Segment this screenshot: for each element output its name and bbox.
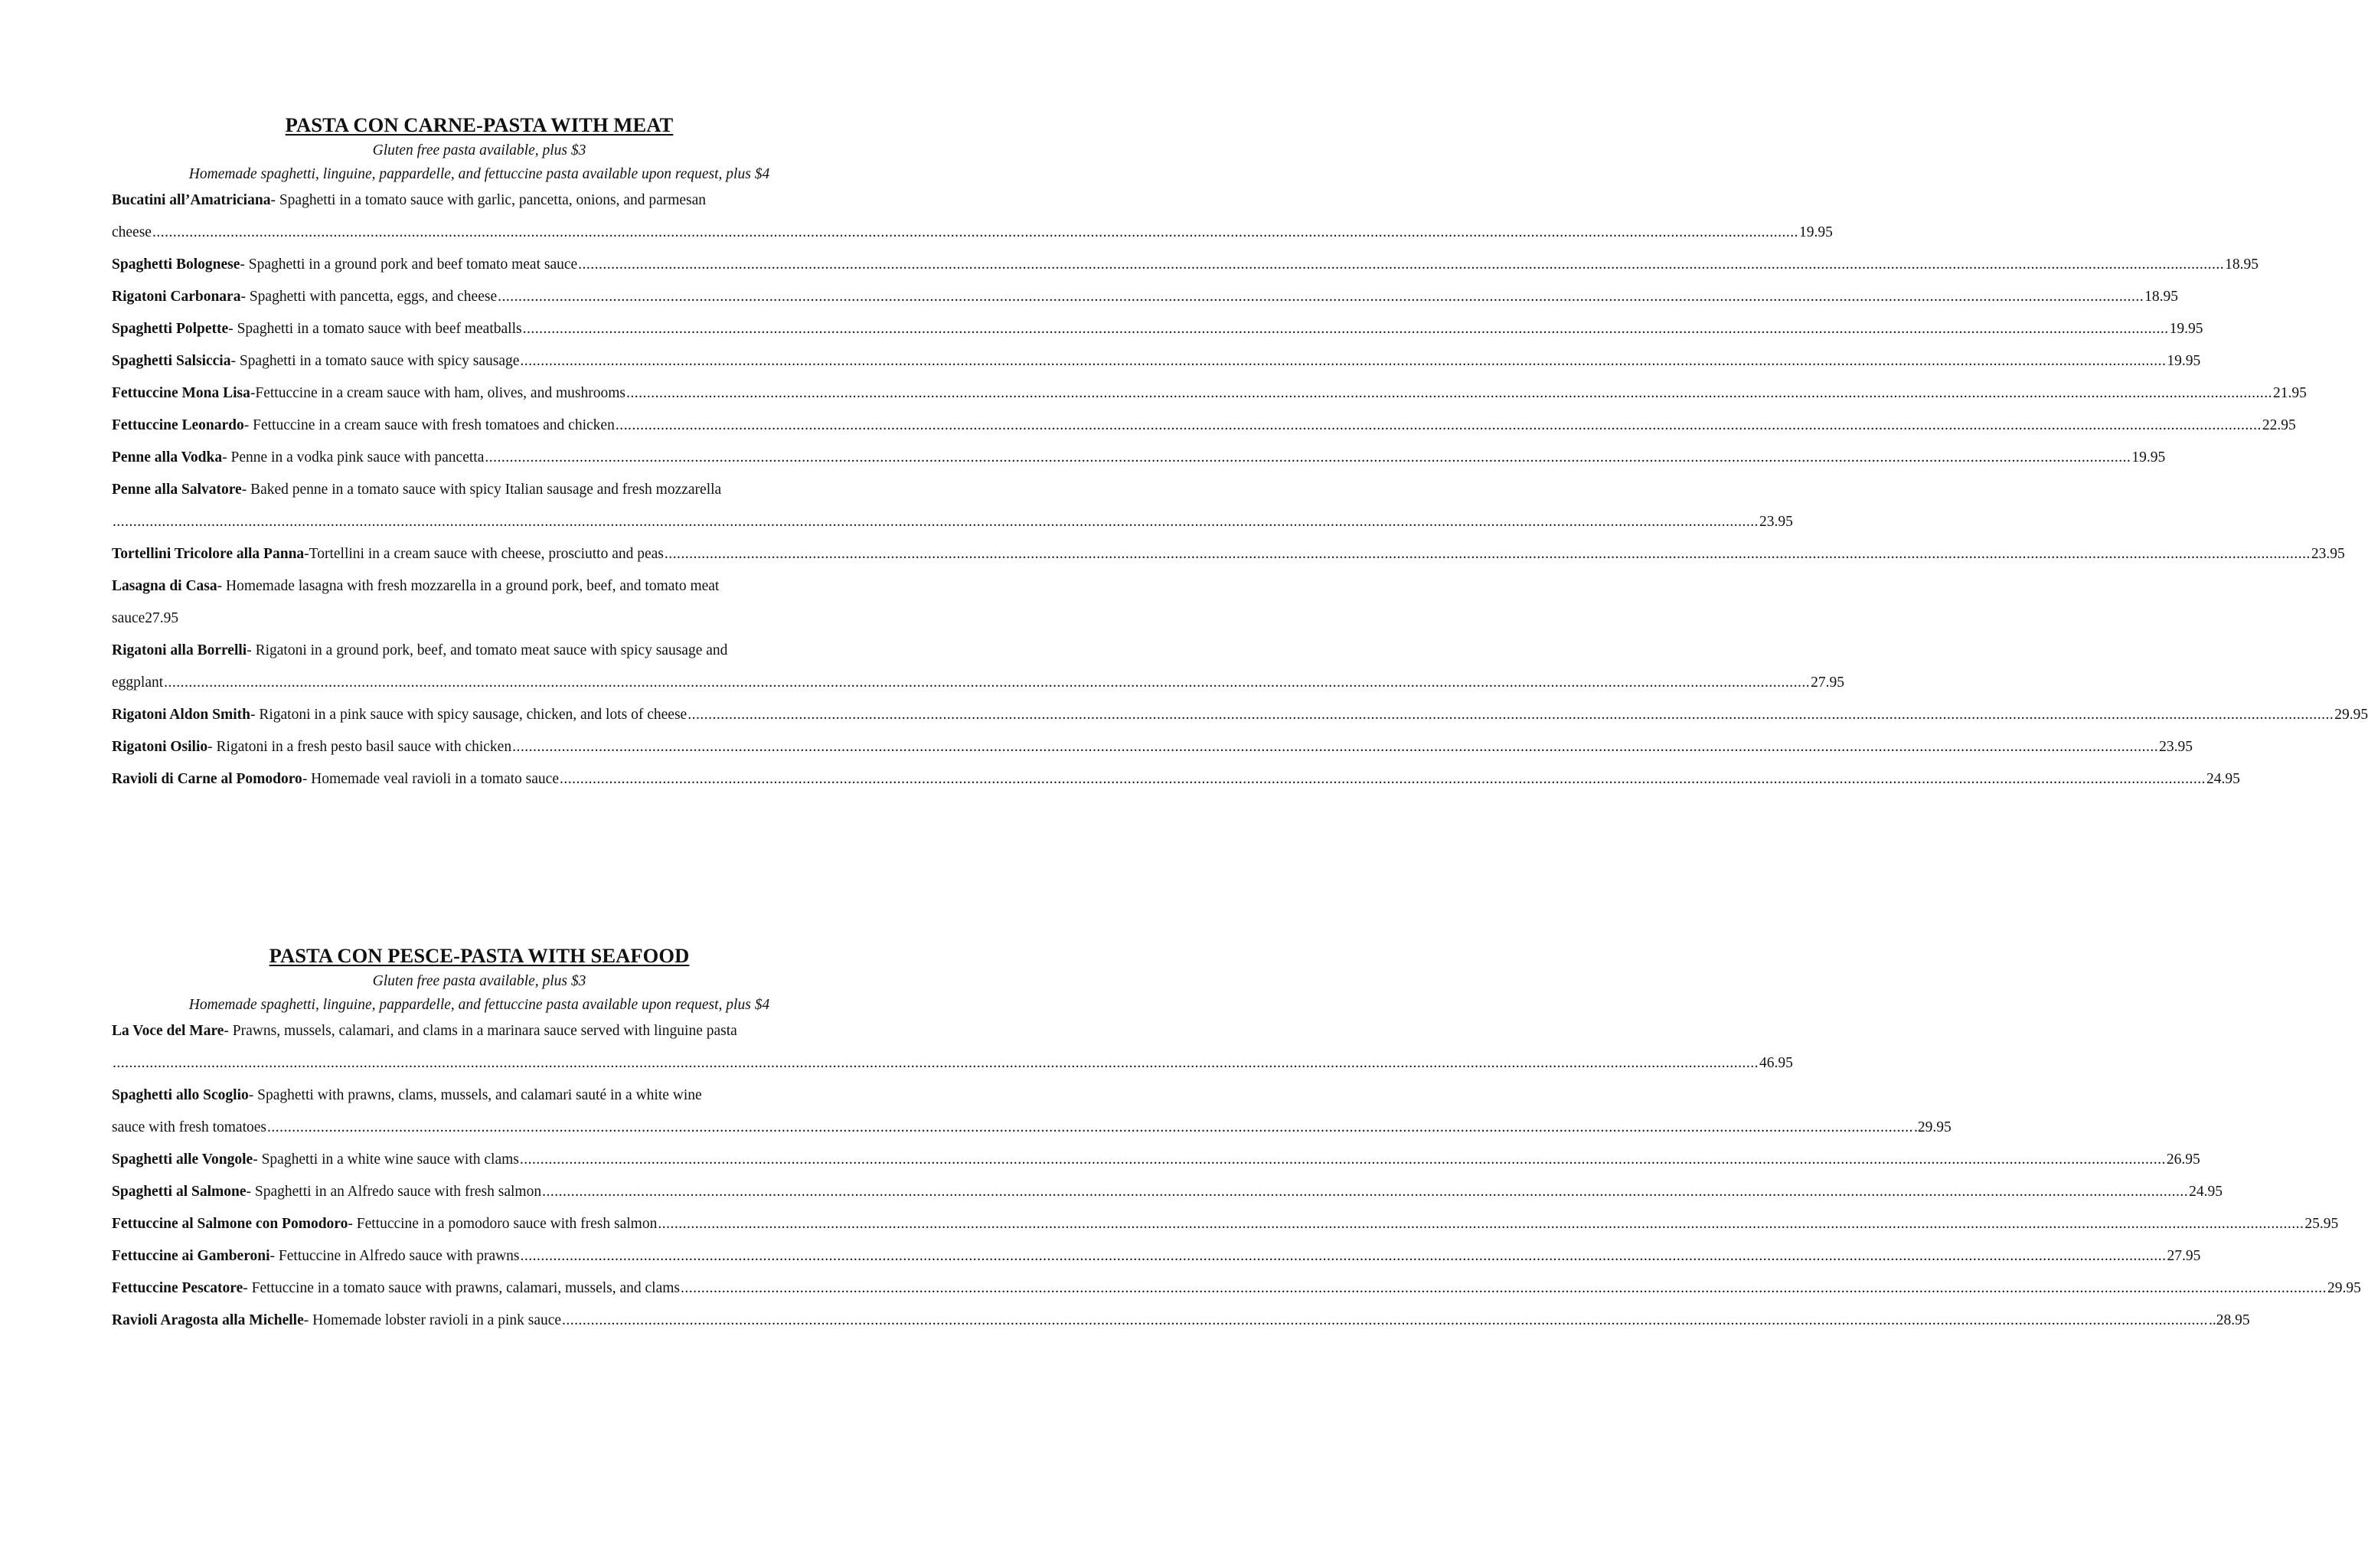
dish-price: 24.95 <box>2189 1184 2223 1200</box>
dish-description: - Fettuccine in a cream sauce with fresh tomatoes and chicken <box>243 417 615 433</box>
menu-item-text <box>112 281 497 313</box>
dish-name: Spaghetti allo Scoglio <box>112 1087 249 1103</box>
dot-leader: ................................................................................................................................................................................................................................................................................................................................................................................................................ <box>520 1248 2167 1264</box>
menu-item <box>112 377 2307 410</box>
dish-name: Rigatoni Aldon Smith <box>112 707 250 723</box>
dish-description: - Spaghetti in a tomato sauce with garlic, pancetta, onions, and parmesan <box>270 192 707 208</box>
menu-item-text <box>112 1272 680 1305</box>
menu-item-line <box>112 217 1833 249</box>
dish-description: - Homemade veal ravioli in a tomato sauce <box>302 771 559 787</box>
menu-item <box>112 185 1833 249</box>
menu-item <box>112 313 2203 345</box>
dish-description: -Fettuccine in a cream sauce with ham, olives, and mushrooms <box>250 385 625 401</box>
dish-name: Fettuccine ai Gamberoni <box>112 1248 270 1264</box>
menu-item-line <box>112 1176 2223 1208</box>
menu-item <box>112 699 2368 731</box>
menu-item-text <box>112 249 577 281</box>
menu-item <box>112 1272 2361 1305</box>
dish-description: - Baked penne in a tomato sauce with spicy Italian sausage and fresh mozzarella <box>241 482 722 498</box>
dish-name: Bucatini all’Amatriciana <box>112 192 271 208</box>
menu-item <box>112 345 2201 377</box>
dot-leader: ................................................................................................................................................................................................................................................................................................................................................................................................................ <box>520 353 2167 369</box>
dot-leader: ................................................................................................................................................................................................................................................................................................................................................................................................................ <box>113 1055 1759 1071</box>
dish-description: - Homemade lasagna with fresh mozzarella in a ground pork, beef, and tomato meat <box>217 578 720 594</box>
menu-item-text <box>112 1208 657 1240</box>
menu-item-text <box>112 763 559 795</box>
menu-item-line <box>112 1047 1793 1080</box>
dish-price: 18.95 <box>2144 289 2178 305</box>
dot-leader: ................................................................................................................................................................................................................................................................................................................................................................................................................ <box>164 675 1811 691</box>
dish-price: 19.95 <box>1798 224 1833 240</box>
dot-leader: ................................................................................................................................................................................................................................................................................................................................................................................................................ <box>688 707 2334 723</box>
dot-leader: ................................................................................................................................................................................................................................................................................................................................................................................................................ <box>512 739 2159 755</box>
menu-item-list <box>112 185 2368 795</box>
dish-description: - Spaghetti in a tomato sauce with beef meatballs <box>228 321 522 337</box>
menu-item-line <box>112 474 847 506</box>
menu-item <box>112 731 2193 763</box>
dish-description: - Fettuccine in a tomato sauce with prawns, calamari, mussels, and clams <box>243 1280 681 1296</box>
menu-item-line <box>112 635 847 667</box>
dish-price: 24.95 <box>2206 771 2240 787</box>
dish-name: Ravioli Aragosta alla Michelle <box>112 1312 304 1328</box>
menu-item <box>112 763 2240 795</box>
dish-price: .29.95 <box>1913 1119 1952 1135</box>
menu-item-text <box>112 345 519 377</box>
menu-item-line <box>112 1144 2200 1176</box>
dish-name: Rigatoni alla Borrelli <box>112 642 247 658</box>
dot-leader: ................................................................................................................................................................................................................................................................................................................................................................................................................ <box>625 385 2272 401</box>
homemade-pasta-note: Homemade spaghetti, linguine, pappardelle, and fettuccine pasta available upon request, plus $4 <box>188 166 770 182</box>
menu-item <box>112 249 2259 281</box>
menu-item <box>112 442 2166 474</box>
dish-description: - Fettuccine in a pomodoro sauce with fresh salmon <box>348 1216 658 1232</box>
dish-description: - Spaghetti with prawns, clams, mussels, and calamari sauté in a white wine <box>248 1087 702 1103</box>
dish-price: 22.95 <box>2262 417 2296 433</box>
menu-item <box>112 570 847 635</box>
dish-price: 18.95 <box>2225 256 2259 273</box>
dish-description: - Spaghetti in a tomato sauce with spicy sausage <box>230 353 520 369</box>
dish-description-continued: sauce with fresh tomatoes <box>112 1119 266 1135</box>
gluten-free-note: Gluten free pasta available, plus $3 <box>372 142 586 158</box>
dot-leader: ................................................................................................................................................................................................................................................................................................................................................................................................................ <box>498 289 2144 305</box>
menu-item <box>112 1144 2200 1176</box>
menu-item <box>112 1240 2201 1272</box>
dot-leader: ................................................................................................................................................................................................................................................................................................................................................................................................................ <box>542 1184 2189 1200</box>
menu-item <box>112 410 2296 442</box>
dish-price: 23.95 <box>1759 514 1793 530</box>
dish-price: 26.95 <box>2166 1152 2200 1168</box>
dot-leader: ................................................................................................................................................................................................................................................................................................................................................................................................................ <box>681 1280 2327 1296</box>
menu-item-list <box>112 1015 2361 1337</box>
menu-item-line <box>112 249 2259 281</box>
dish-name: Fettuccine Leonardo <box>112 417 244 433</box>
menu-item <box>112 635 1845 699</box>
menu-item-text <box>112 1176 541 1208</box>
dish-price: 27.95 <box>2167 1248 2201 1264</box>
dish-price: 25.95 <box>2304 1216 2339 1232</box>
dot-leader: ................................................................................................................................................................................................................................................................................................................................................................................................................ <box>559 771 2206 787</box>
dot-leader: ................................................................................................................................................................................................................................................................................................................................................................................................................ <box>664 546 2311 562</box>
menu-item-line <box>112 1080 847 1112</box>
dish-price: 19.95 <box>2167 353 2201 369</box>
menu-item-text <box>112 731 511 763</box>
dot-leader: ................................................................................................................................................................................................................................................................................................................................................................................................................ <box>519 1152 2166 1168</box>
dot-leader: ................................................................................................................................................................................................................................................................................................................................................................................................................ <box>522 321 2169 337</box>
dish-name: Tortellini Tricolore alla Panna <box>112 546 305 562</box>
homemade-pasta-note: Homemade spaghetti, linguine, pappardelle, and fettuccine pasta available upon request, plus $4 <box>188 997 770 1013</box>
menu-item-text <box>112 699 687 731</box>
dish-price: 46.95 <box>1759 1055 1793 1071</box>
section-heading: PASTA CON CARNE-PASTA WITH MEAT <box>285 113 674 136</box>
dish-name: Ravioli di Carne al Pomodoro <box>112 771 302 787</box>
menu-item-line <box>112 1208 2339 1240</box>
menu-item-line <box>112 1112 1952 1144</box>
menu-item-line <box>112 667 1845 699</box>
dot-leader: ................................................................................................................................................................................................................................................................................................................................................................................................................ <box>658 1216 2304 1232</box>
menu-item <box>112 538 2345 570</box>
dot-leader: ................................................................................................................................................................................................................................................................................................................................................................................................................ <box>152 224 1798 240</box>
dish-price: 23.95 <box>2311 546 2345 562</box>
dish-price: 19.95 <box>2131 449 2166 466</box>
menu-item-text <box>112 377 625 410</box>
dish-description: - Fettuccine in Alfredo sauce with prawns <box>269 1248 520 1264</box>
dish-price: ..28.95 <box>2209 1312 2250 1328</box>
menu-item <box>112 1080 1952 1144</box>
dish-name: Spaghetti Polpette <box>112 321 229 337</box>
menu-item-text <box>112 410 615 442</box>
dish-name: Spaghetti Bolognese <box>112 256 240 273</box>
dish-price: 27.95 <box>1811 675 1845 691</box>
dish-description: - Rigatoni in a ground pork, beef, and tomato meat sauce with spicy sausage and <box>247 642 728 658</box>
dish-name: Fettuccine al Salmone con Pomodoro <box>112 1216 348 1232</box>
menu-item-line <box>112 1272 2361 1305</box>
dish-price: 29.95 <box>2327 1280 2361 1296</box>
menu-item <box>112 281 2178 313</box>
dish-description: - Rigatoni in a fresh pesto basil sauce with chicken <box>207 739 512 755</box>
dish-name: Rigatoni Carbonara <box>112 289 241 305</box>
dot-leader: ................................................................................................................................................................................................................................................................................................................................................................................................................ <box>266 1119 1913 1135</box>
menu-item-line <box>112 1015 847 1047</box>
menu-item-line <box>112 699 2368 731</box>
menu-item-line <box>112 506 1793 538</box>
dish-name: Spaghetti alle Vongole <box>112 1152 253 1168</box>
dish-name: Spaghetti al Salmone <box>112 1184 247 1200</box>
dish-name: Penne alla Salvatore <box>112 482 242 498</box>
dish-description: - Spaghetti in a ground pork and beef tomato meat sauce <box>240 256 578 273</box>
menu-item-line <box>112 442 2166 474</box>
gluten-free-note: Gluten free pasta available, plus $3 <box>372 973 586 989</box>
menu-item <box>112 1208 2339 1240</box>
menu-item-line <box>112 377 2307 410</box>
meat-section <box>112 111 2368 795</box>
menu-item-line <box>112 313 2203 345</box>
dish-description: - Spaghetti in an Alfredo sauce with fresh salmon <box>246 1184 542 1200</box>
dish-name: Fettuccine Mona Lisa <box>112 385 250 401</box>
dish-description: - Spaghetti with pancetta, eggs, and cheese <box>240 289 498 305</box>
menu-item-line <box>112 185 847 217</box>
menu-item-line <box>112 410 2296 442</box>
menu-item-line <box>112 763 2240 795</box>
dish-price: 23.95 <box>2159 739 2193 755</box>
menu-item-line <box>112 570 847 603</box>
menu-item-text <box>112 1305 561 1337</box>
menu-item-text <box>112 538 664 570</box>
menu-item-line <box>112 345 2201 377</box>
dish-price: 21.95 <box>2272 385 2307 401</box>
dot-leader: ................................................................................................................................................................................................................................................................................................................................................................................................................ <box>113 514 1759 530</box>
dish-price: 19.95 <box>2169 321 2203 337</box>
menu-item <box>112 1305 2250 1337</box>
dish-price: 29.95 <box>2334 707 2368 723</box>
dish-description: - Prawns, mussels, calamari, and clams in a marinara sauce served with linguine pasta <box>224 1023 737 1039</box>
dot-leader: ................................................................................................................................................................................................................................................................................................................................................................................................................ <box>485 449 2131 466</box>
dish-description-continued: eggplant <box>112 675 164 691</box>
menu-item-line <box>112 538 2345 570</box>
seafood-section <box>112 942 2361 1337</box>
dish-description: - Penne in a vodka pink sauce with pancetta <box>222 449 485 466</box>
dish-name: Fettuccine Pescatore <box>112 1280 243 1296</box>
dish-description-continued: cheese <box>112 224 152 240</box>
dish-description: - Rigatoni in a pink sauce with spicy sausage, chicken, and lots of cheese <box>250 707 688 723</box>
dish-name: Penne alla Vodka <box>112 449 223 466</box>
menu-item <box>112 474 1793 538</box>
menu-item <box>112 1176 2223 1208</box>
dish-description: - Homemade lobster ravioli in a pink sauce <box>303 1312 562 1328</box>
dish-name: Lasagna di Casa <box>112 578 217 594</box>
dish-description: - Spaghetti in a white wine sauce with clams <box>253 1152 519 1168</box>
section-heading: PASTA CON PESCE-PASTA WITH SEAFOOD <box>269 944 690 967</box>
dish-name: Spaghetti Salsiccia <box>112 353 231 369</box>
menu-item-line <box>112 1240 2201 1272</box>
menu-item-line <box>112 731 2193 763</box>
menu-item-line <box>112 281 2178 313</box>
dot-leader: ................................................................................................................................................................................................................................................................................................................................................................................................................ <box>578 256 2225 273</box>
menu-item-text <box>112 313 522 345</box>
dot-leader: ................................................................................................................................................................................................................................................................................................................................................................................................................ <box>562 1312 2209 1328</box>
dot-leader: ................................................................................................................................................................................................................................................................................................................................................................................................................ <box>615 417 2262 433</box>
menu-item-text <box>112 1144 519 1176</box>
menu-item-line <box>112 1305 2250 1337</box>
menu-item <box>112 1015 1793 1080</box>
dish-description: -Tortellini in a cream sauce with cheese, prosciutto and peas <box>304 546 664 562</box>
dish-description-continued: sauce27.95 <box>112 610 179 626</box>
menu-item-text <box>112 1240 520 1272</box>
dish-name: La Voce del Mare <box>112 1023 224 1039</box>
dish-name: Rigatoni Osilio <box>112 739 208 755</box>
menu-item-text <box>112 442 484 474</box>
